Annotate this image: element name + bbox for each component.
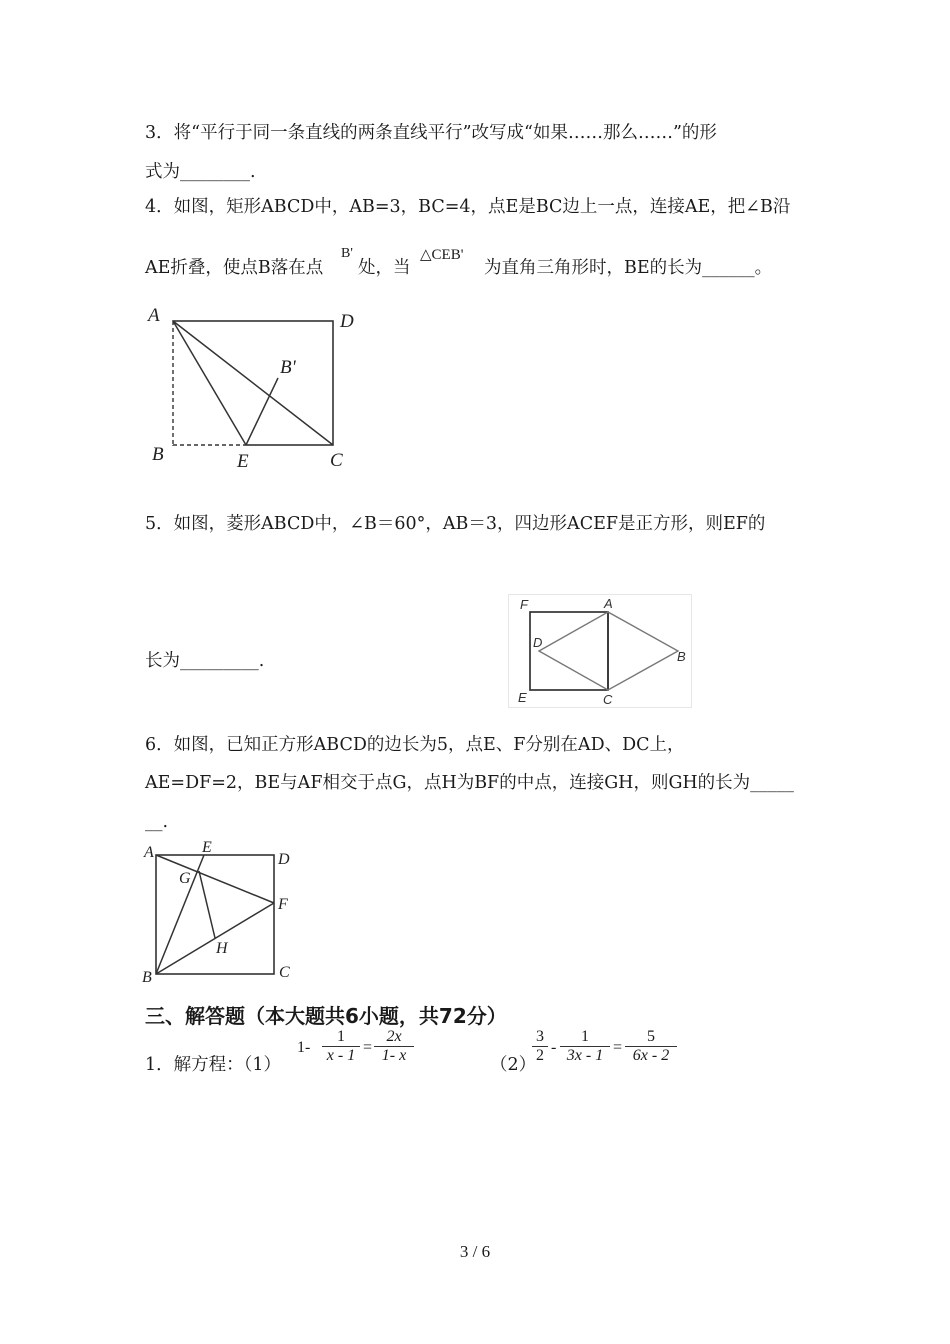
eq2-fraction-1 xyxy=(532,1028,548,1065)
q4-line2-part-a: AE折叠，使点B落在点 xyxy=(145,258,324,278)
label-b-prime: B' xyxy=(280,357,296,378)
q3-line2: 式为________. xyxy=(145,162,256,182)
q4-sup-triangle: △CEB' xyxy=(420,247,464,263)
q5-line1: 5．如图，菱形ABCD中，∠B＝60°，AB＝3，四边形ACEF是正方形，则EF的 xyxy=(145,514,766,534)
page-number: 3 / 6 xyxy=(459,1242,491,1261)
eq2-f2-denominator: 3x - 1 xyxy=(566,1047,604,1064)
eq1-f2-numerator: 2x xyxy=(374,1028,414,1047)
eq1-equals: = xyxy=(363,1039,373,1056)
eq2-equals: = xyxy=(613,1039,623,1056)
eq2-f2-numerator: 1 xyxy=(560,1028,610,1047)
label-a: A xyxy=(148,305,160,326)
section-heading: 三、解答题（本大题共6小题，共72分） xyxy=(145,1004,507,1028)
segment-gh xyxy=(199,871,215,938)
q1-part2-label: （2） xyxy=(490,1055,537,1075)
q6-line3: __. xyxy=(145,812,169,832)
eq2-minus: - xyxy=(551,1039,557,1056)
q1-label: 1．解方程：（1） xyxy=(145,1055,282,1075)
segment-ac xyxy=(173,321,333,445)
eq1-fraction-2 xyxy=(374,1028,414,1065)
label-e: E xyxy=(202,839,212,856)
label-d: D xyxy=(533,635,543,650)
label-f: F xyxy=(520,597,528,612)
label-f: F xyxy=(278,896,288,913)
eq2-f3-numerator: 5 xyxy=(625,1028,677,1047)
segment-bf xyxy=(156,903,274,974)
q3-line1: 3．将“平行于同一条直线的两条直线平行”改写成“如果……那么……”的形 xyxy=(145,123,717,143)
eq1-f2-denominator: 1- x xyxy=(381,1047,407,1064)
q5-line2: 长为_________. xyxy=(145,651,265,671)
label-b: B xyxy=(677,649,686,664)
q6-figure xyxy=(138,836,308,986)
eq2-f3-denominator: 6x - 2 xyxy=(632,1047,670,1064)
eq1-lead: 1- xyxy=(297,1039,311,1056)
label-d: D xyxy=(278,851,290,868)
label-c: C xyxy=(279,964,290,981)
label-e: E xyxy=(237,451,249,472)
q4-figure xyxy=(140,300,370,475)
label-g: G xyxy=(179,870,191,887)
label-e: E xyxy=(518,690,527,705)
eq2-f1-numerator: 3 xyxy=(532,1028,548,1047)
eq1-fraction-1 xyxy=(322,1028,360,1065)
label-b: B xyxy=(142,969,152,986)
label-a: A xyxy=(144,844,154,861)
label-d: D xyxy=(340,311,354,332)
eq1-f1-denominator: x - 1 xyxy=(326,1047,356,1064)
eq2-f1-denominator: 2 xyxy=(536,1047,544,1064)
segment-eb-prime xyxy=(246,378,278,445)
eq1-f1-numerator: 1 xyxy=(322,1028,360,1047)
q6-line2: AE=DF=2，BE与AF相交于点G，点H为BF的中点，连接GH，则GH的长为_____ xyxy=(145,773,794,793)
q4-sup-b-prime: B' xyxy=(341,246,353,261)
label-h: H xyxy=(216,940,228,957)
q4-line1: 4．如图，矩形ABCD中，AB=3，BC=4，点E是BC边上一点，连接AE，把∠B沿 xyxy=(145,197,791,217)
label-a: A xyxy=(604,596,613,611)
eq2-fraction-3 xyxy=(625,1028,677,1065)
q4-line2-part-b: 处，当 xyxy=(358,258,411,278)
label-b: B xyxy=(152,444,164,465)
label-c: C xyxy=(330,450,343,471)
q4-line2-part-c: 为直角三角形时，BE的长为______。 xyxy=(484,258,773,278)
segment-af xyxy=(156,855,274,903)
segment-ae xyxy=(173,321,246,445)
square-acef xyxy=(530,612,608,690)
q6-line1: 6．如图，已知正方形ABCD的边长为5，点E、F分别在AD、DC上， xyxy=(145,735,685,755)
label-c: C xyxy=(603,692,613,707)
eq2-fraction-2 xyxy=(560,1028,610,1065)
q5-figure xyxy=(508,594,692,708)
